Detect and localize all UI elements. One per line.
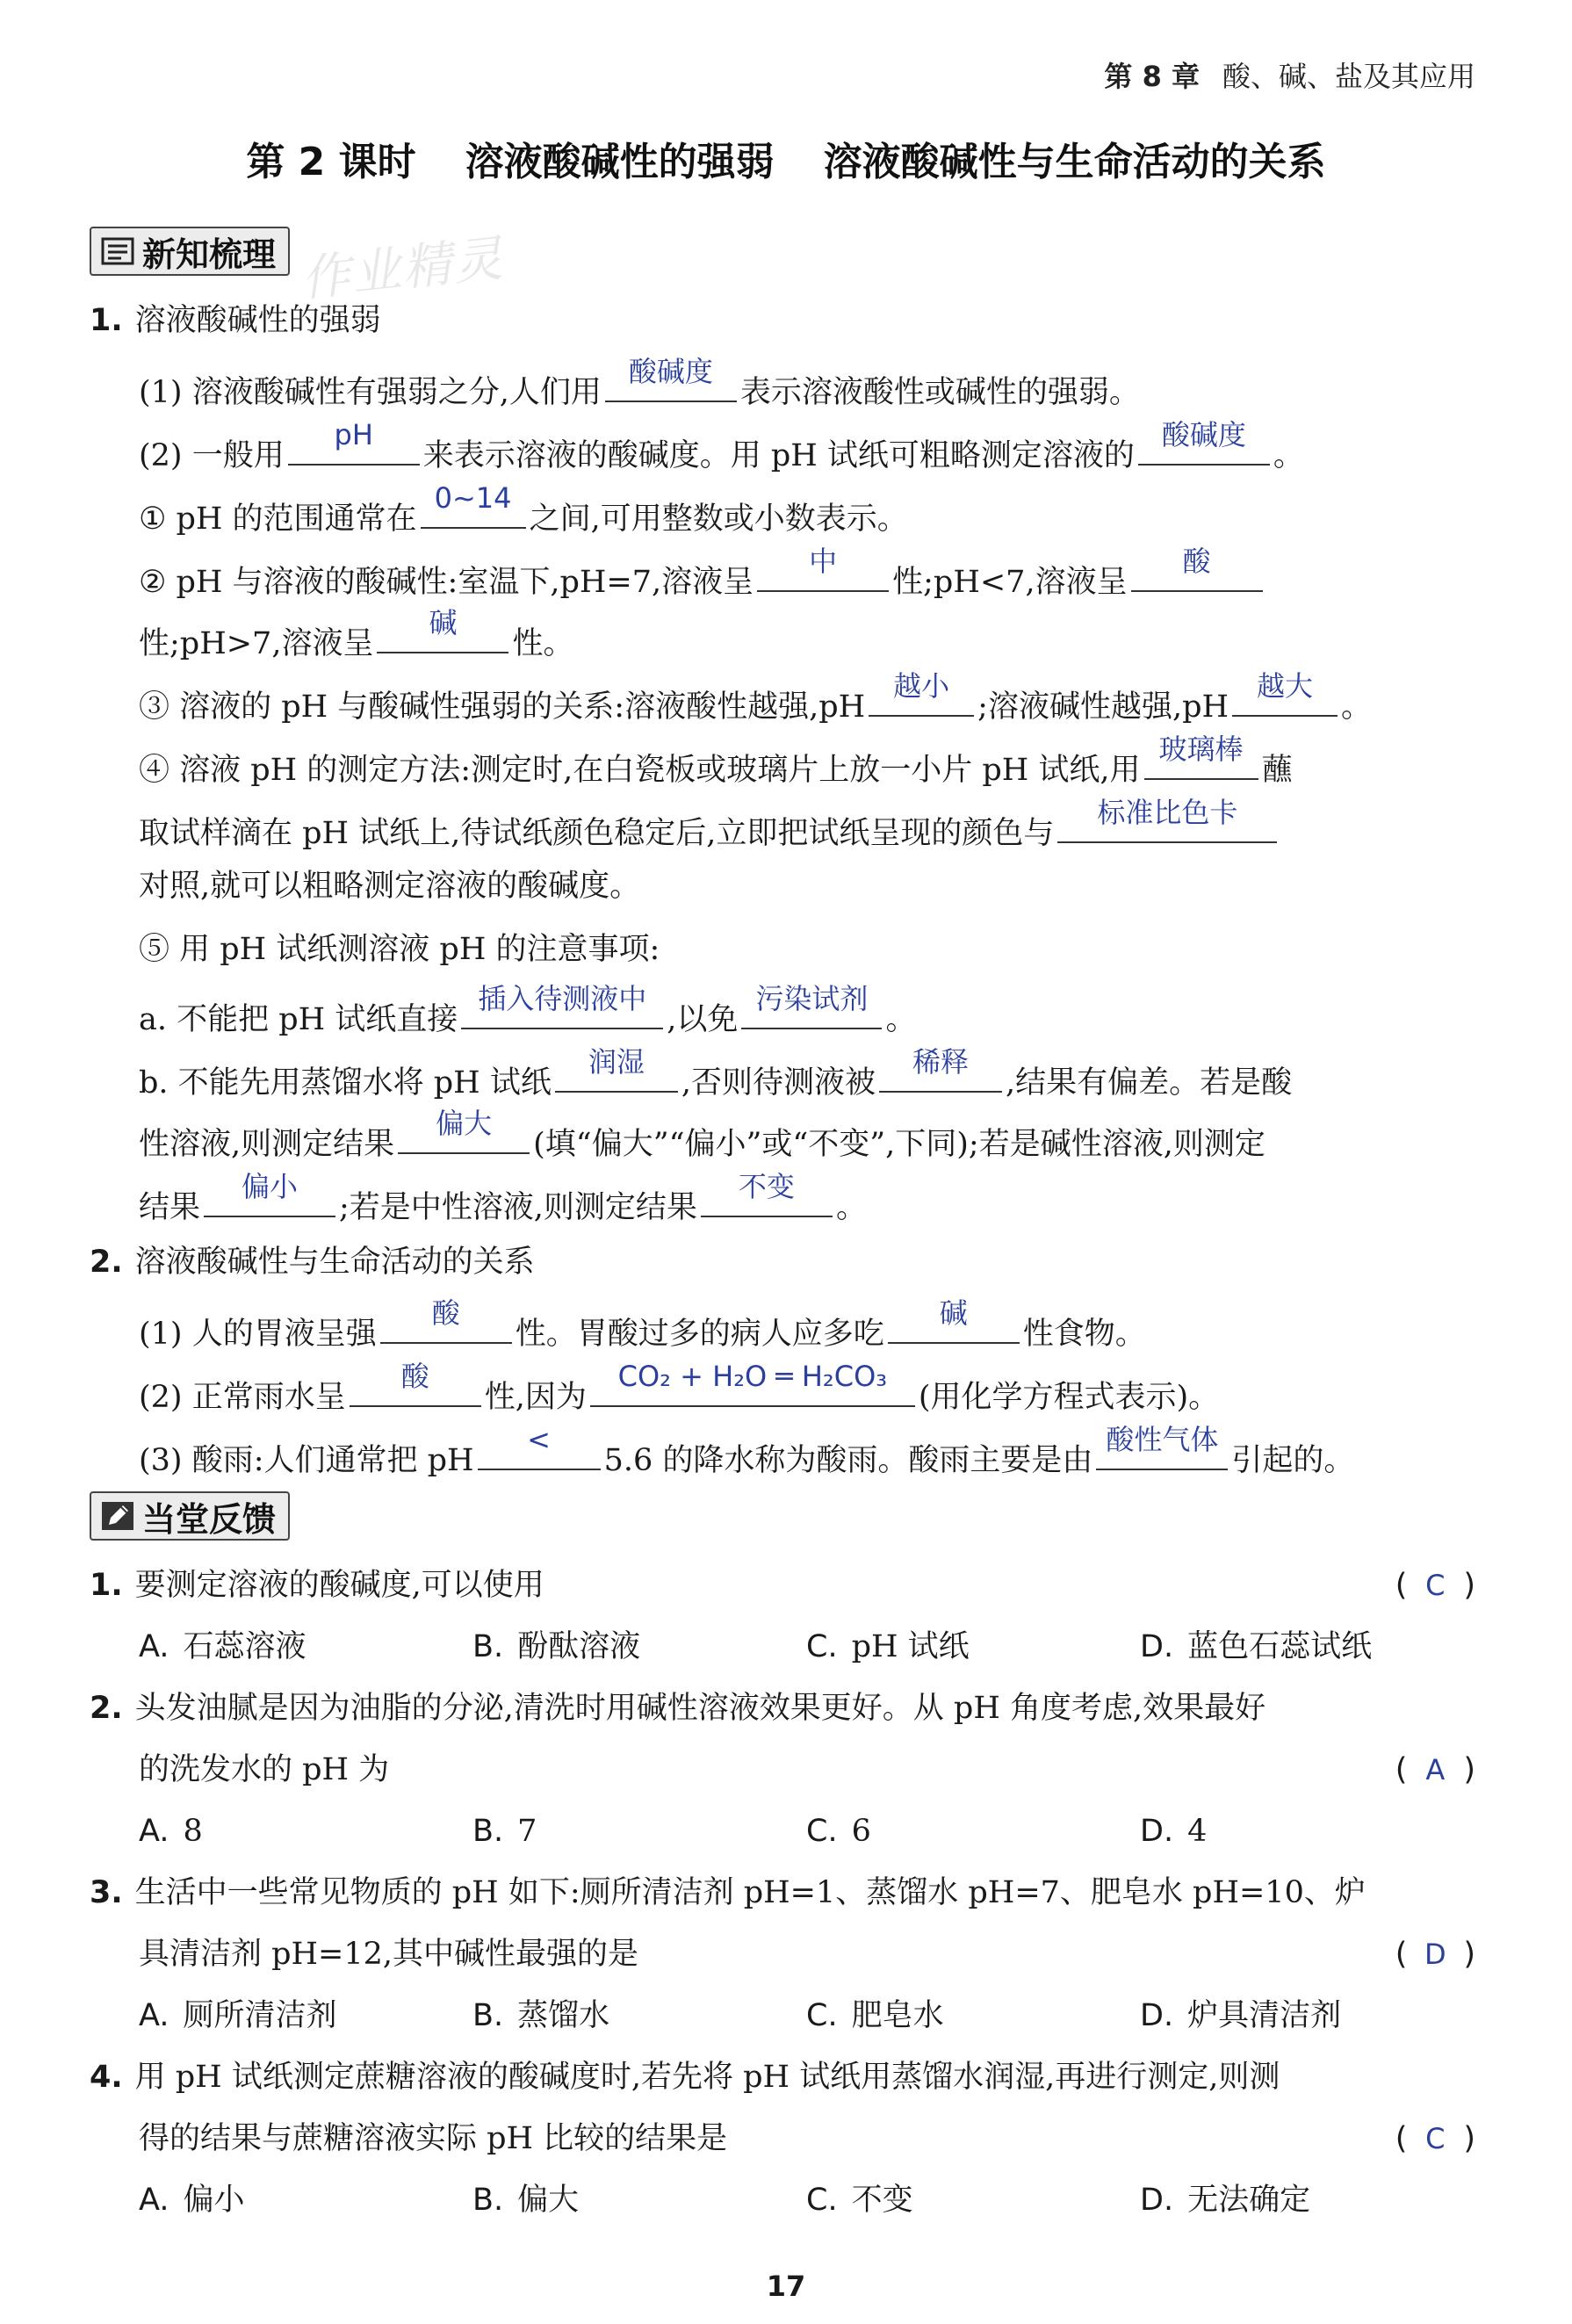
blank-field[interactable] [380, 1296, 512, 1344]
lesson-number: 第 2 课时 [246, 140, 416, 184]
handwritten-answer: 越小 [893, 669, 950, 703]
answer-bracket[interactable]: ( C ) [1395, 1563, 1475, 1607]
question-2: 2. 头发油腻是因为油脂的分泌,清洗时用碱性溶液效果更好。从 pH 角度考虑,效果最好 [90, 1691, 1266, 1726]
handwritten-answer: 酸 [1182, 545, 1211, 578]
blank-field[interactable] [741, 982, 882, 1029]
handwritten-answer: 酸 [431, 1296, 460, 1330]
option-d[interactable]: D. 蓝色石蕊试纸 [1140, 1629, 1373, 1664]
k1-c4: ④ 溶液 pH 的测定方法:测定时,在白瓷板或玻璃片上放一小片 pH 试纸,用 玻璃棒 蘸 [139, 740, 1475, 792]
handwritten-answer: 酸 [400, 1360, 429, 1393]
k1-c2b: 性;pH>7,溶液呈 碱 性。 [139, 613, 1475, 666]
k1-c5: ⑤ 用 pH 试纸测溶液 pH 的注意事项: [139, 932, 660, 967]
option-b[interactable]: B. 蒸馏水 [472, 1998, 610, 2033]
question-2-cont: 的洗发水的 pH 为 [139, 1752, 390, 1787]
question-4-cont: 得的结果与蔗糖溶液实际 pH 比较的结果是 [139, 2121, 728, 2156]
knowledge-heading-1: 1. 溶液酸碱性的强弱 [90, 303, 381, 338]
handwritten-answer: pH [334, 418, 373, 451]
handwritten-answer: 稀释 [912, 1045, 969, 1079]
blank-field[interactable] [590, 1360, 915, 1407]
blank-field[interactable] [204, 1170, 335, 1217]
k1-c5b: b. 不能先用蒸馏水将 pH 试纸 润湿 ,否则待测液被 稀释 ,结果有偏差。若是酸 [139, 1052, 1475, 1105]
pencil-icon [100, 1500, 135, 1532]
page-number: 17 [766, 2270, 806, 2303]
k1-c1: ① pH 的范围通常在 0~14 之间,可用整数或小数表示。 [139, 488, 1475, 541]
handwritten-answer: 偏小 [242, 1170, 299, 1203]
blank-field[interactable] [869, 669, 974, 717]
blank-field[interactable] [1144, 733, 1258, 780]
k1-p1: (1) 溶液酸碱性有强弱之分,人们用 酸碱度 表示溶液酸性或碱性的强弱。 [139, 362, 1475, 415]
blank-field[interactable] [1232, 669, 1338, 717]
handwritten-answer: 酸性气体 [1106, 1423, 1219, 1456]
blank-field[interactable] [701, 1170, 833, 1217]
blank-field[interactable] [879, 1045, 1002, 1093]
blank-field[interactable] [1138, 418, 1270, 466]
section-label-new-knowledge [90, 227, 290, 276]
handwritten-answer: C [1425, 2122, 1446, 2155]
answer-bracket[interactable]: ( C ) [1395, 2117, 1475, 2161]
lesson-title-part1: 溶液酸碱性的强弱 [465, 140, 775, 184]
section-label-text: 新知梳理 [142, 235, 277, 274]
section-label-in-class-feedback [90, 1491, 290, 1541]
option-a[interactable]: A. 厕所清洁剂 [139, 1998, 337, 2033]
blank-field[interactable] [1057, 796, 1277, 843]
handwritten-answer: C [1425, 1569, 1446, 1602]
handwritten-answer: 碱 [429, 606, 458, 639]
handwritten-answer: 污染试剂 [755, 982, 869, 1015]
blank-field[interactable] [1096, 1423, 1228, 1470]
blank-field[interactable] [377, 606, 508, 653]
blank-field[interactable] [1131, 545, 1263, 592]
handwritten-answer: 中 [809, 545, 838, 578]
option-d[interactable]: D. 炉具清洁剂 [1140, 1998, 1342, 2033]
option-c[interactable]: C. 不变 [806, 2183, 913, 2218]
option-a[interactable]: A. 偏小 [139, 2183, 245, 2218]
k1-c5a: a. 不能把 pH 试纸直接 插入待测液中 ,以免 污染试剂 。 [139, 989, 1475, 1042]
blank-field[interactable] [478, 1423, 601, 1470]
chapter-number: 第 8 章 [1104, 60, 1200, 93]
option-b[interactable]: B. 7 [472, 1814, 537, 1849]
handwritten-answer: 玻璃棒 [1158, 733, 1244, 766]
lesson-title [0, 130, 1572, 186]
k2-p3: (3) 酸雨:人们通常把 pH < 5.6 的降水称为酸雨。酸雨主要是由 酸性气体 引起的。 [139, 1430, 1475, 1483]
k1-c3: ③ 溶液的 pH 与酸碱性强弱的关系:溶液酸性越强,pH 越小 ;溶液碱性越强,pH 越大 。 [139, 676, 1475, 729]
blank-field[interactable] [757, 545, 889, 592]
k1-p2: (2) 一般用 pH 来表示溶液的酸碱度。用 pH 试纸可粗略测定溶液的 酸碱度 。 [139, 425, 1475, 478]
k1-c5b3: 结果 偏小 ;若是中性溶液,则测定结果 不变 。 [139, 1177, 1475, 1230]
k2-p1: (1) 人的胃液呈强 酸 性。胃酸过多的病人应多吃 碱 性食物。 [139, 1303, 1475, 1356]
handwritten-answer: 碱 [939, 1296, 968, 1330]
book-icon [100, 235, 135, 267]
k2-p2: (2) 正常雨水呈 酸 性,因为 CO₂ + H₂O ═ H₂CO₃ (用化学方程式表示)。 [139, 1367, 1475, 1419]
section-label-text: 当堂反馈 [142, 1499, 277, 1539]
blank-field[interactable] [888, 1296, 1020, 1344]
option-d[interactable]: D. 无法确定 [1140, 2183, 1311, 2218]
option-b[interactable]: B. 偏大 [472, 2183, 580, 2218]
answer-bracket[interactable]: ( A ) [1395, 1748, 1475, 1792]
k1-c2: ② pH 与溶液的酸碱性:室温下,pH=7,溶液呈 中 性;pH<7,溶液呈 酸 [139, 552, 1475, 604]
blank-field[interactable] [421, 481, 526, 529]
question-3: 3. 生活中一些常见物质的 pH 如下:厕所清洁剂 pH=1、蒸馏水 pH=7、肥皂水 pH=10、炉 [90, 1875, 1366, 1910]
question-1: 1. 要测定溶液的酸碱度,可以使用 [90, 1568, 544, 1603]
blank-field[interactable] [555, 1045, 678, 1093]
answer-bracket[interactable]: ( D ) [1395, 1932, 1475, 1976]
blank-field[interactable] [288, 418, 420, 466]
handwritten-answer: D [1424, 1938, 1446, 1971]
option-d[interactable]: D. 4 [1140, 1814, 1208, 1849]
question-3-cont: 具清洁剂 pH=12,其中碱性最强的是 [139, 1937, 639, 1972]
option-c[interactable]: C. 肥皂水 [806, 1998, 944, 2033]
blank-field[interactable] [605, 355, 737, 402]
option-b[interactable]: B. 酚酞溶液 [472, 1629, 641, 1664]
handwritten-answer: < [527, 1423, 551, 1456]
handwritten-answer: 越大 [1257, 669, 1314, 703]
page-header [1104, 54, 1475, 95]
watermark: 作业精灵 [298, 230, 508, 308]
option-a[interactable]: A. 8 [139, 1814, 203, 1849]
knowledge-heading-2: 2. 溶液酸碱性与生命活动的关系 [90, 1245, 535, 1280]
handwritten-answer: 偏大 [436, 1107, 493, 1140]
handwritten-answer: 润湿 [588, 1045, 645, 1079]
option-c[interactable]: C. 6 [806, 1814, 871, 1849]
k1-c4c: 对照,就可以粗略测定溶液的酸碱度。 [139, 869, 641, 904]
handwritten-answer: 插入待测液中 [478, 982, 647, 1015]
handwritten-answer: 酸碱度 [1161, 418, 1246, 451]
option-a[interactable]: A. 石蕊溶液 [139, 1629, 306, 1664]
handwritten-answer: A [1425, 1753, 1446, 1786]
handwritten-answer: CO₂ + H₂O ═ H₂CO₃ [617, 1360, 888, 1393]
handwritten-answer: 标准比色卡 [1097, 796, 1238, 829]
option-c[interactable]: C. pH 试纸 [806, 1629, 970, 1664]
question-4: 4. 用 pH 试纸测定蔗糖溶液的酸碱度时,若先将 pH 试纸用蒸馏水润湿,再进行测定,则测 [90, 2060, 1280, 2095]
blank-field[interactable] [461, 982, 663, 1029]
handwritten-answer: 不变 [738, 1170, 795, 1203]
k1-c4b: 取试样滴在 pH 试纸上,待试纸颜色稳定后,立即把试纸呈现的颜色与 标准比色卡 [139, 803, 1475, 855]
handwritten-answer: 0~14 [434, 481, 512, 515]
lesson-title-part2: 溶液酸碱性与生命活动的关系 [823, 140, 1326, 184]
k1-c5b2: 性溶液,则测定结果 偏大 (填“偏大”“偏小”或“不变”,下同);若是碱性溶液,则测定 [139, 1114, 1475, 1166]
blank-field[interactable] [350, 1360, 481, 1407]
handwritten-answer: 酸碱度 [628, 355, 713, 388]
blank-field[interactable] [398, 1107, 530, 1154]
chapter-title: 酸、碱、盐及其应用 [1222, 60, 1475, 93]
